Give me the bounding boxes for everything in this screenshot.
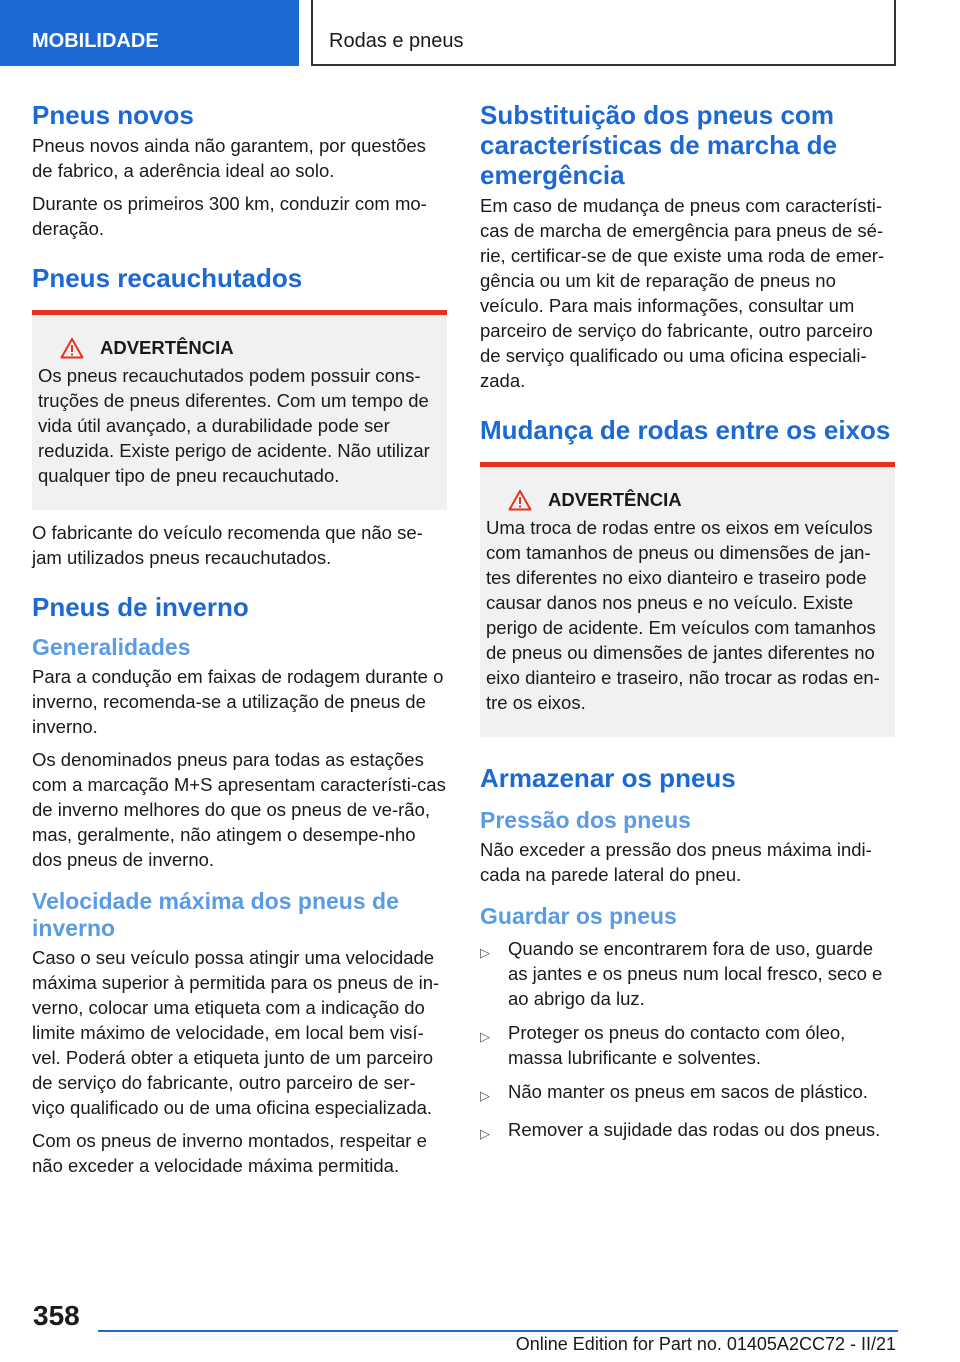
footer-edition: Online Edition for Part no. 01405A2CC72 - II/21 xyxy=(515,1334,896,1354)
footer-divider xyxy=(98,1330,898,1332)
heading-armazenar: Armazenar os pneus xyxy=(480,763,736,793)
bullet-triangle-icon: ▷ xyxy=(480,1126,490,1141)
paragraph: Caso o seu veículo possa atingir uma velocidade máxima superior à permitida para os pneus de in‐verno, colocar uma etiqueta com a indicação do limite máximo de velocidade, em local bem visí‐vel. Poderá obter a etiqueta junto de um parceiro de serviço do fabricante, outro parceiro de ser‐viço qualificado ou de uma oficina especializada. xyxy=(32,947,440,1118)
warning-box xyxy=(32,310,447,510)
list-item-text: Não manter os pneus em sacos de plástico. xyxy=(508,1081,868,1102)
bullet-triangle-icon: ▷ xyxy=(480,1029,490,1044)
paragraph: Em caso de mudança de pneus com característi‐cas de marcha de emergência para pneus de sé‐rie, certificar-se de que existe uma roda de emer‐gência ou um kit de reparação de pneus no veículo. Para mais informações, consultar um parceiro de serviço do fabricante, outro parceiro de serviço qualificado ou uma oficina especiali‐zada. xyxy=(480,195,885,391)
heading-pneus-novos: Pneus novos xyxy=(32,100,194,130)
subheading-pressao: Pressão dos pneus xyxy=(480,807,691,833)
page-header xyxy=(0,0,960,66)
paragraph: Para a condução em faixas de rodagem durante o inverno, recomenda-se a utilização de pneus de inverno. xyxy=(32,666,444,737)
heading-substituicao: Substituição dos pneus com características de marcha de emergência xyxy=(480,100,837,190)
list-item-text: Remover a sujidade das rodas ou dos pneus. xyxy=(508,1119,881,1140)
bullet-list xyxy=(480,936,895,1146)
list-item xyxy=(480,1079,895,1108)
right-column xyxy=(480,100,895,1155)
paragraph: Com os pneus de inverno montados, respeitar e não exceder a velocidade máxima permitida. xyxy=(32,1130,427,1176)
heading-mudanca-rodas: Mudança de rodas entre os eixos xyxy=(480,415,891,445)
list-item xyxy=(480,1117,895,1146)
warning-text: Os pneus recauchutados podem possuir cons‐truções de pneus diferentes. Com um tempo de vida útil avançado, a durabilidade pode ser reduzida. Existe perigo de acidente. Não utilizar qualquer tipo de pneu recauchutado. xyxy=(38,365,430,486)
subheading-velocidade-maxima: Velocidade máxima dos pneus de inverno xyxy=(32,888,399,941)
page-number: 358 xyxy=(33,1300,80,1331)
warning-triangle-icon xyxy=(508,489,532,511)
warning-heading xyxy=(38,337,437,359)
left-column xyxy=(32,100,447,1178)
list-item-text: Proteger os pneus do contacto com óleo, massa lubrificante e solventes. xyxy=(508,1022,846,1068)
warning-title: ADVERTÊNCIA xyxy=(548,489,682,510)
heading-pneus-de-inverno: Pneus de inverno xyxy=(32,592,249,622)
bullet-triangle-icon: ▷ xyxy=(480,1088,490,1103)
bullet-triangle-icon: ▷ xyxy=(480,945,490,960)
list-item xyxy=(480,936,895,1011)
warning-box xyxy=(480,462,895,737)
warning-triangle-icon xyxy=(60,337,84,359)
paragraph: O fabricante do veículo recomenda que não se‐jam utilizados pneus recauchutados. xyxy=(32,522,423,568)
list-item-text: Quando se encontrarem fora de uso, guarde as jantes e os pneus num local fresco, seco e ao abrigo da luz. xyxy=(508,938,883,1009)
paragraph: Durante os primeiros 300 km, conduzir com mo‐deração. xyxy=(32,193,427,239)
section-tab: MOBILIDADE xyxy=(0,0,299,66)
paragraph: Pneus novos ainda não garantem, por questões de fabrico, a aderência ideal ao solo. xyxy=(32,135,426,181)
subheading-guardar: Guardar os pneus xyxy=(480,903,677,929)
paragraph: Os denominados pneus para todas as estações com a marcação M+S apresentam característi‐cas de inverno melhores do que os pneus de ve‐rão, mas, geralmente, não atingem o desempe‐nho dos pneus de inverno. xyxy=(32,749,446,870)
warning-text: Uma troca de rodas entre os eixos em veículos com tamanhos de pneus ou dimensões de jan‐tes diferentes no eixo dianteiro e traseiro pode causar danos nos pneus e no veículo. Existe perigo de acidente. Em veículos com tamanhos de pneus ou dimensões de jantes diferentes no eixo dianteiro e traseiro, não trocar as rodas en‐tre os eixos. xyxy=(486,517,880,713)
paragraph: Não exceder a pressão dos pneus máxima indi‐cada na parede lateral do pneu. xyxy=(480,839,872,885)
subheading-generalidades: Generalidades xyxy=(32,634,191,660)
warning-heading xyxy=(486,489,885,511)
warning-title: ADVERTÊNCIA xyxy=(100,337,234,358)
chapter-title: Rodas e pneus xyxy=(311,0,896,66)
heading-pneus-recauchutados: Pneus recauchutados xyxy=(32,263,303,293)
list-item xyxy=(480,1020,895,1070)
